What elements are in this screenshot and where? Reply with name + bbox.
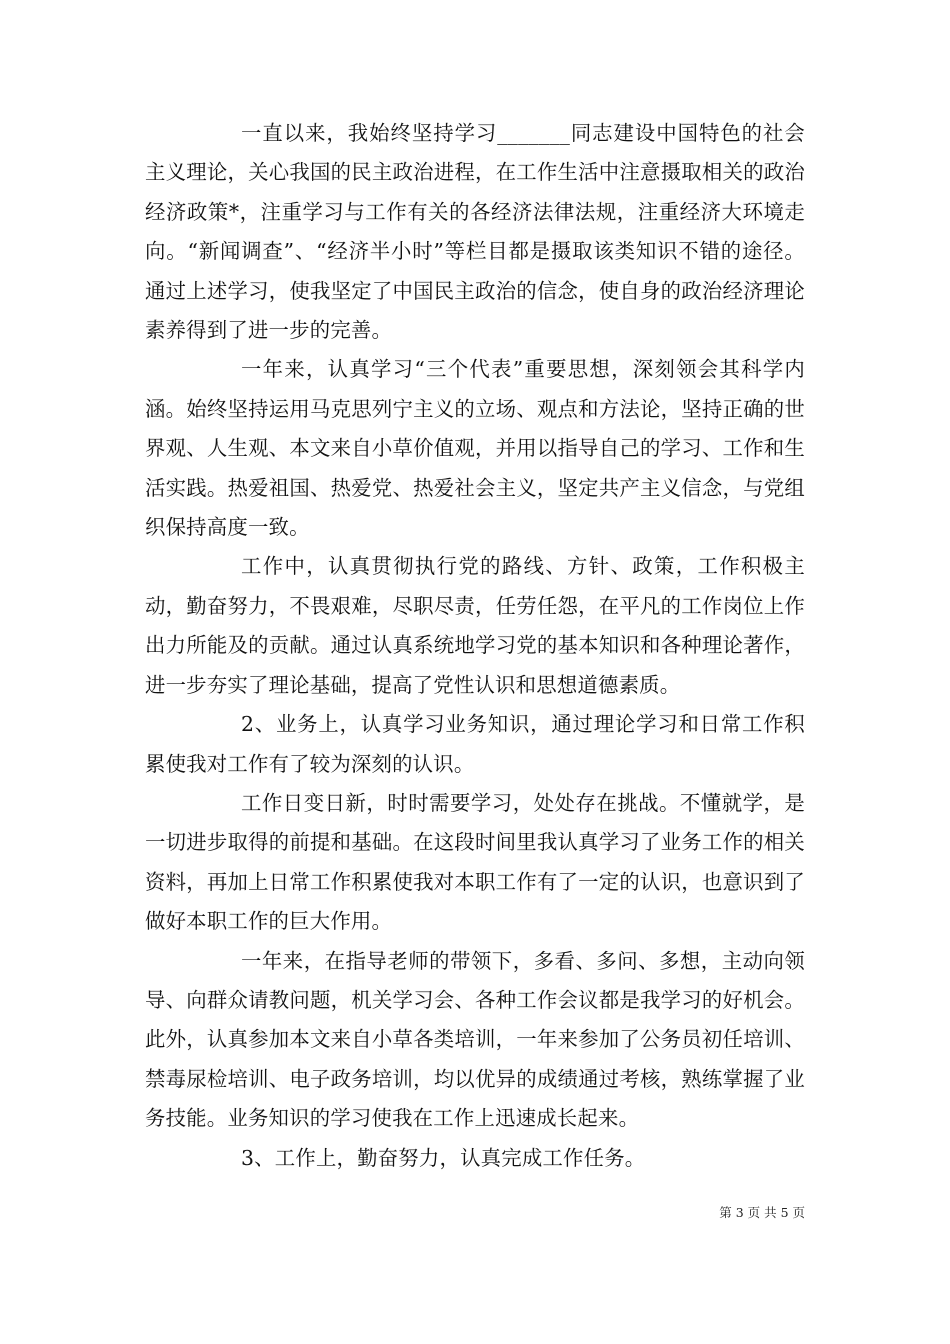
page-number-footer: 第 3 页 共 5 页 <box>719 1205 805 1220</box>
paragraph-6: 一年来，在指导老师的带领下，多看、多问、多想，主动向领导、向群众请教问题，机关学习会、各种工作会议都是我学习的好机会。此外，认真参加本文来自小草各类培训，一年来参加了公务员初任培训、禁毒尿检培训、电子政务培训，均以优异的成绩通过考核，熟练掌握了业务技能。业务知识的学习使我在工作上迅速成长起来。 <box>145 948 805 1131</box>
paragraph-5: 工作日变日新，时时需要学习，处处存在挑战。不懂就学，是一切进步取得的前提和基础。在这段时间里我认真学习了业务工作的相关资料，再加上日常工作积累使我对本职工作有了一定的认识，也意识到了做好本职工作的巨大作用。 <box>145 790 805 934</box>
paragraph-1: 一直以来，我始终坚持学习_______同志建设中国特色的社会主义理论，关心我国的民主政治进程，在工作生活中注意摄取相关的政治经济政策*，注重学习与工作有关的各经济法律法规，注重经济大环境走向。“新闻调查”、“经济半小时”等栏目都是摄取该类知识不错的途径。通过上述学习，使我坚定了中国民主政治的信念，使自身的政治经济理论素养得到了进一步的完善。 <box>145 121 805 343</box>
paragraph-2: 一年来，认真学习“三个代表”重要思想，深刻领会其科学内涵。始终坚持运用马克思列宁主义的立场、观点和方法论，坚持正确的世界观、人生观、本文来自小草价值观，并用以指导自己的学习、工作和生活实践。热爱祖国、热爱党、热爱社会主义，坚定共产主义信念，与党组织保持高度一致。 <box>145 357 805 540</box>
document-body <box>145 114 805 1178</box>
paragraph-3: 工作中，认真贯彻执行党的路线、方针、政策，工作积极主动，勤奋努力，不畏艰难，尽职尽责，任劳任怨，在平凡的工作岗位上作出力所能及的贡献。通过认真系统地学习党的基本知识和各种理论著作，进一步夯实了理论基础，提高了党性认识和思想道德素质。 <box>145 554 805 697</box>
paragraph-7: 3、工作上，勤奋努力，认真完成工作任务。 <box>241 1145 646 1170</box>
paragraph-4: 2、业务上，认真学习业务知识，通过理论学习和日常工作积累使我对工作有了较为深刻的认识。 <box>145 712 805 776</box>
